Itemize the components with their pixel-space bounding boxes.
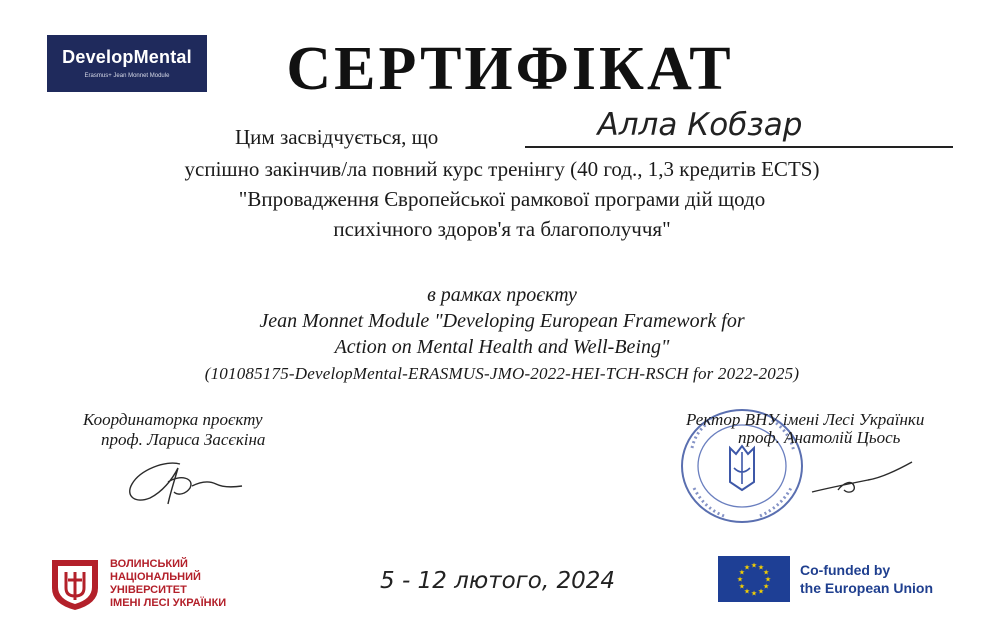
university-name-line4: ІМЕНІ ЛЕСІ УКРАЇНКИ — [110, 597, 227, 609]
project-line2: Action on Mental Health and Well-Being" — [334, 336, 670, 358]
university-shield-icon — [48, 556, 102, 612]
eu-star-icon: ★ — [738, 568, 746, 577]
eu-cofunded-logo — [718, 556, 958, 602]
developmental-logo — [47, 35, 207, 92]
coordinator-role: Координаторка проєкту — [83, 410, 263, 429]
rector-role: Ректор ВНУ імені Лесі Українки — [686, 410, 925, 429]
eu-star-icon: ★ — [743, 587, 751, 596]
course-title-line2: психічного здоров'я та благополуччя" — [333, 217, 671, 241]
university-name-line1: ВОЛИНСЬКИЙ — [110, 558, 188, 570]
eu-star-icon: ★ — [762, 568, 770, 577]
eu-text-line1: Co-funded by — [800, 562, 891, 578]
eu-star-icon: ★ — [750, 561, 758, 570]
certifies-text: Цим засвідчується, що — [235, 125, 439, 149]
university-logo — [48, 556, 228, 612]
university-name-line2: НАЦІОНАЛЬНИЙ — [110, 571, 201, 583]
coordinator-name: проф. Лариса Засєкіна — [101, 430, 266, 449]
name-underline — [525, 146, 953, 148]
training-dates: 5 - 12 лютого, 2024 — [380, 568, 615, 594]
eu-star-icon: ★ — [736, 575, 744, 584]
rector-signature-icon — [808, 458, 918, 498]
eu-text-line2: the European Union — [800, 580, 933, 596]
eu-star-icon: ★ — [762, 582, 770, 591]
eu-star-icon: ★ — [757, 587, 765, 596]
logo-title: DevelopMental — [62, 47, 192, 67]
rector-name: проф. Анатолій Цьось — [738, 428, 901, 447]
course-title-line1: "Впровадження Європейської рамкової програми дій щодо — [238, 187, 766, 211]
eu-flag-icon — [718, 556, 790, 602]
recipient-name: Алла Кобзар — [597, 107, 803, 143]
completion-text: успішно закінчив/ла повний курс тренінгу (40 год., 1,3 кредитів ECTS) — [184, 157, 820, 181]
university-name-line3: УНІВЕРСИТЕТ — [110, 584, 187, 596]
eu-star-icon: ★ — [743, 563, 751, 572]
project-line1: Jean Monnet Module "Developing European Framework for — [259, 310, 745, 332]
certificate-title: СЕРТИФІКАТ — [286, 35, 734, 103]
eu-star-icon: ★ — [757, 563, 765, 572]
eu-star-icon: ★ — [750, 589, 758, 598]
coordinator-signature-icon — [120, 452, 250, 512]
eu-star-icon: ★ — [764, 575, 772, 584]
logo-subtitle: Erasmus+ Jean Monnet Module — [84, 73, 170, 79]
project-code: (101085175-DevelopMental-ERASMUS-JMO-2022-HEI-TCH-RSCH for 2022-2025) — [204, 364, 800, 383]
eu-star-icon: ★ — [738, 582, 746, 591]
project-intro: в рамках проєкту — [427, 284, 577, 306]
